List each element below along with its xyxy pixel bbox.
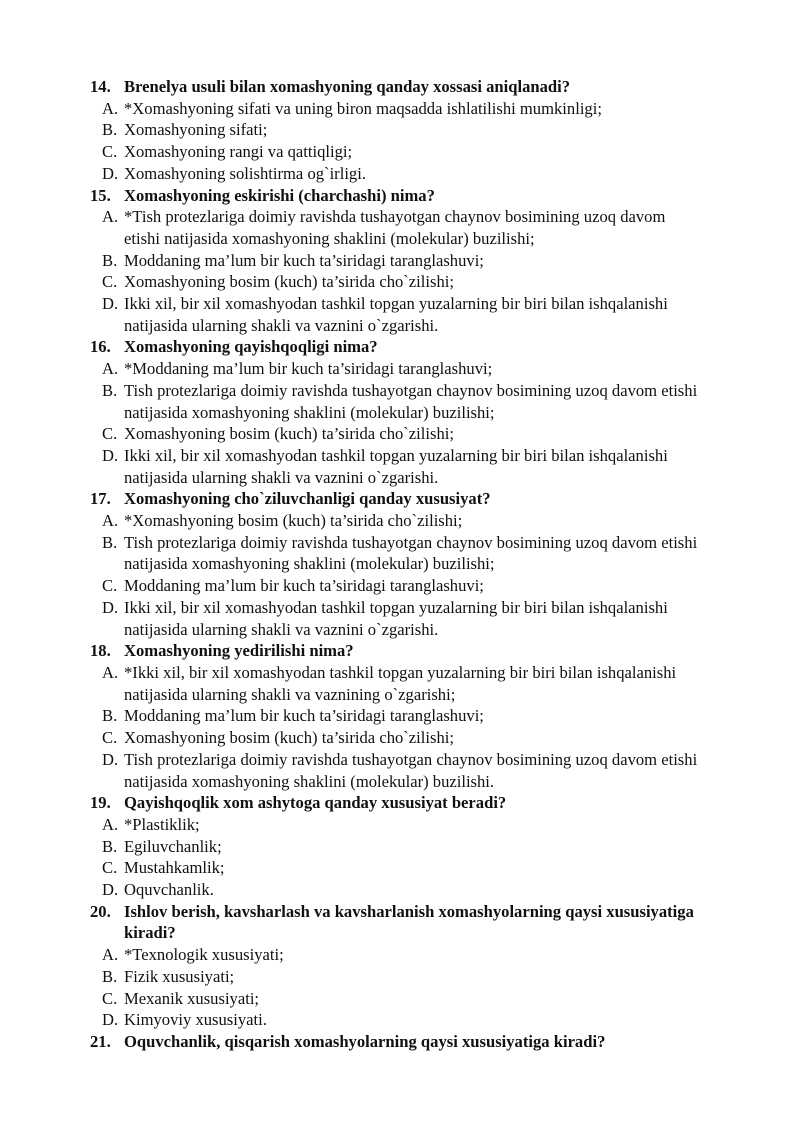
option-text: Xomashyoning bosim (kuch) ta’sirida cho`zilishi; (124, 728, 454, 748)
option-letter: C. (102, 142, 118, 162)
option-text: *Ikki xil, bir xil xomashyodan tashkil topgan yuzalarning bir biri bilan ishqalanishi natijasida ularning shakli va vaznining o`zgarishi; (124, 662, 677, 704)
option-text: Ikki xil, bir xil xomashyodan tashkil topgan yuzalarning bir biri bilan ishqalanishi natijasida ularning shakli va vaznini o`zgarishi. (124, 445, 668, 487)
question-8 (0, 1031, 800, 1053)
option-letter: D. (102, 749, 119, 769)
answer-option (0, 423, 800, 445)
question-text: Oquvchanlik, qisqarish xomashyolarning qaysi xususiyatiga kiradi? (124, 1031, 606, 1051)
question-4 (0, 488, 800, 510)
question-number: 20. (90, 901, 111, 921)
option-letter: A. (102, 945, 119, 965)
question-2 (0, 185, 800, 207)
question-text: Qayishqoqlik xom ashytoga qanday xususiyat beradi? (124, 793, 507, 813)
answer-option (0, 141, 800, 163)
option-text: Moddaning ma’lum bir kuch ta’siridagi taranglashuvi; (124, 706, 484, 726)
option-text: *Xomashyoning bosim (kuch) ta’sirida cho`zilishi; (124, 511, 463, 531)
question-number: 15. (90, 185, 111, 205)
answer-option (0, 836, 800, 858)
option-text: Xomashyoning rangi va qattiqligi; (124, 142, 353, 162)
answer-option (0, 1009, 800, 1031)
option-text: Xomashyoning bosim (kuch) ta’sirida cho`zilishi; (124, 424, 454, 444)
option-letter: A. (102, 511, 119, 531)
answer-option (0, 814, 800, 836)
option-letter: C. (102, 858, 118, 878)
question-7 (0, 901, 800, 944)
option-letter: B. (102, 532, 118, 552)
question-number: 14. (90, 77, 111, 96)
option-text: Xomashyoning sifati; (124, 120, 268, 140)
question-number: 16. (90, 337, 111, 357)
answer-option (0, 163, 800, 185)
question-text: Xomashyoning yedirilishi nima? (124, 641, 354, 661)
option-text: Tish protezlariga doimiy ravishda tushayotgan chaynov bosimining uzoq davom etishi natijasida xomashyoning shaklini (molekular) buzilishi; (124, 532, 698, 574)
option-text: Fizik xususiyati; (124, 966, 235, 986)
answer-option (0, 119, 800, 141)
option-text: Ikki xil, bir xil xomashyodan tashkil topgan yuzalarning bir biri bilan ishqalanishi natijasida ularning shakli va vaznini o`zgarishi. (124, 294, 668, 335)
option-letter: D. (102, 163, 119, 183)
option-text: *Xomashyoning sifati va uning biron maqsadda ishlatilishi mumkinligi; (124, 98, 602, 118)
option-text: *Plastiklik; (124, 814, 200, 834)
answer-option (0, 575, 800, 597)
answer-option (0, 944, 800, 966)
question-number: 19. (90, 793, 111, 813)
answer-option (0, 749, 800, 792)
option-text: *Tish protezlariga doimiy ravishda tushayotgan chaynov bosimining uzoq davom etishi natijasida xomashyoning shaklini (molekular) buzilishi; (124, 207, 666, 248)
option-letter: C. (102, 576, 118, 596)
question-3 (0, 336, 800, 358)
option-letter: C. (102, 424, 118, 444)
answer-option (0, 857, 800, 879)
option-letter: B. (102, 250, 118, 270)
answer-option (0, 727, 800, 749)
option-text: Xomashyoning bosim (kuch) ta’sirida cho`zilishi; (124, 272, 454, 292)
question-6 (0, 792, 800, 814)
option-text: Ikki xil, bir xil xomashyodan tashkil topgan yuzalarning bir biri bilan ishqalanishi natijasida ularning shakli va vaznini o`zgarishi. (124, 597, 668, 639)
option-letter: D. (102, 294, 119, 314)
answer-option (0, 705, 800, 727)
option-letter: D. (102, 1010, 119, 1030)
answer-option (0, 271, 800, 293)
option-text: *Moddaning ma’lum bir kuch ta’siridagi taranglashuvi; (124, 359, 493, 379)
question-number: 18. (90, 641, 111, 661)
question-number: 21. (90, 1031, 111, 1051)
option-text: Mustahkamlik; (124, 858, 225, 878)
option-letter: B. (102, 706, 118, 726)
option-text: *Texnologik xususiyati; (124, 945, 284, 965)
question-number: 17. (90, 489, 111, 509)
question-1 (0, 76, 800, 98)
option-letter: A. (102, 359, 119, 379)
answer-option (0, 662, 800, 705)
question-text: Xomashyoning eskirishi (charchashi) nima? (124, 185, 435, 205)
option-letter: A. (102, 207, 119, 227)
option-letter: B. (102, 120, 118, 140)
option-letter: B. (102, 966, 118, 986)
answer-option (0, 358, 800, 380)
option-text: Moddaning ma’lum bir kuch ta’siridagi taranglashuvi; (124, 250, 484, 270)
option-letter: A. (102, 98, 119, 118)
option-text: Oquvchanlik. (124, 880, 214, 900)
option-letter: C. (102, 728, 118, 748)
option-text: Mexanik xususiyati; (124, 988, 260, 1008)
option-text: Moddaning ma’lum bir kuch ta’siridagi taranglashuvi; (124, 576, 484, 596)
option-text: Tish protezlariga doimiy ravishda tushayotgan chaynov bosimining uzoq davom etishi natijasida xomashyoning shaklini (molekular) buzilishi. (124, 749, 698, 791)
option-letter: B. (102, 380, 118, 400)
option-letter: D. (102, 445, 119, 465)
option-text: Kimyoviy xususiyati. (124, 1010, 267, 1030)
answer-option (0, 879, 800, 901)
option-text: Xomashyoning solishtirma og`irligi. (124, 163, 366, 183)
answer-option (0, 380, 800, 423)
option-letter: D. (102, 880, 119, 900)
question-text: Brenelya usuli bilan xomashyoning qanday xossasi aniqlanadi? (124, 77, 571, 96)
answer-option (0, 966, 800, 988)
question-text: Xomashyoning cho`ziluvchanligi qanday xususiyat? (124, 489, 491, 509)
option-text: Tish protezlariga doimiy ravishda tushayotgan chaynov bosimining uzoq davom etishi natijasida xomashyoning shaklini (molekular) buzilishi; (124, 380, 698, 422)
answer-option (0, 293, 800, 336)
answer-option (0, 532, 800, 575)
answer-option (0, 206, 800, 249)
option-letter: B. (102, 836, 118, 856)
question-5 (0, 640, 800, 662)
answer-option (0, 510, 800, 532)
option-text: Egiluvchanlik; (124, 836, 222, 856)
option-letter: A. (102, 814, 119, 834)
answer-option (0, 597, 800, 640)
option-letter: C. (102, 272, 118, 292)
answer-option (0, 445, 800, 488)
option-letter: D. (102, 597, 119, 617)
question-text: Ishlov berish, kavsharlash va kavsharlanish xomashyolarning qaysi xususiyatiga kiradi? (124, 901, 694, 943)
answer-option (0, 988, 800, 1010)
question-text: Xomashyoning qayishqoqligi nima? (124, 337, 378, 357)
answer-option (0, 250, 800, 272)
option-letter: C. (102, 988, 118, 1008)
answer-option (0, 98, 800, 120)
option-letter: A. (102, 662, 119, 682)
